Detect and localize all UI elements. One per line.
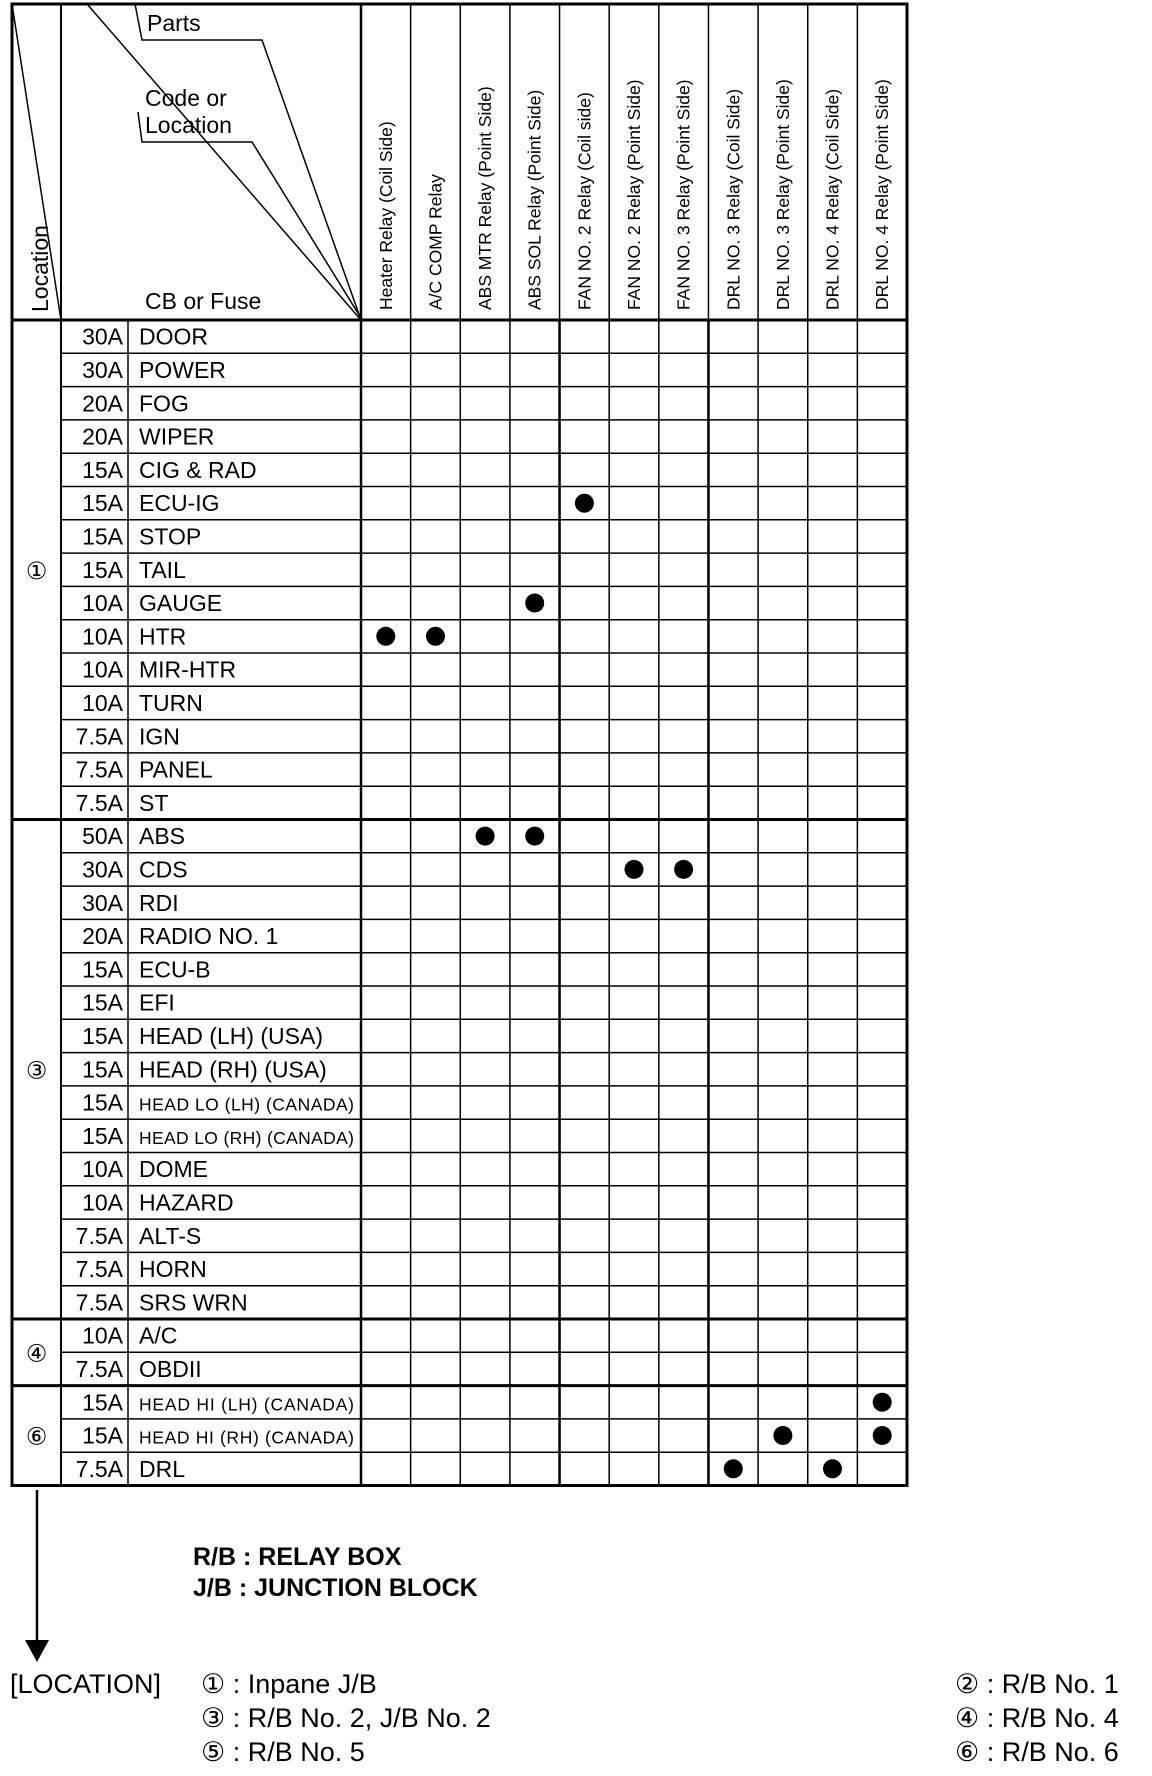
connection-dot [873, 1426, 892, 1445]
fuse-name: ALT-S [139, 1222, 202, 1249]
fuse-name: IGN [139, 723, 180, 750]
connection-dot [525, 827, 544, 846]
fuse-name: HEAD (LH) (USA) [139, 1022, 324, 1049]
fuse-name: HORN [139, 1256, 207, 1283]
fuse-amperage: 15A [82, 1056, 123, 1083]
relay-column-header: DRL NO. 4 Relay (Coil Side) [822, 88, 843, 310]
location-group-marker: ⑥ [25, 1422, 48, 1451]
relay-column-header: A/C COMP Relay [425, 174, 446, 310]
fuse-amperage: 15A [82, 956, 123, 983]
fuse-name: HEAD (RH) (USA) [139, 1056, 327, 1083]
relay-column-header: FAN NO. 3 Relay (Point Side) [673, 79, 694, 310]
connection-dot [525, 594, 544, 613]
fuse-name: DOOR [139, 323, 208, 350]
location-group-marker: ① [25, 556, 48, 585]
fuse-amperage: 7.5A [75, 1222, 123, 1249]
fuse-amperage: 15A [82, 490, 123, 517]
fuse-name: HEAD HI (LH) (CANADA) [139, 1394, 354, 1415]
relay-column-header: FAN NO. 2 Relay (Point Side) [624, 79, 644, 310]
fuse-amperage: 7.5A [75, 1355, 123, 1382]
fuse-amperage: 10A [82, 1156, 123, 1183]
fuse-amperage: 7.5A [75, 756, 123, 783]
fuse-amperage: 15A [82, 1089, 123, 1116]
connection-dot [823, 1459, 842, 1478]
relay-column-header: DRL NO. 4 Relay (Point Side) [872, 79, 893, 310]
location-group-marker: ④ [25, 1339, 48, 1368]
fuse-amperage: 20A [82, 390, 123, 417]
fuse-amperage: 10A [82, 689, 123, 716]
fuse-amperage: 10A [82, 1322, 123, 1349]
fuse-name: FOG [139, 390, 189, 417]
connection-dot [426, 627, 445, 646]
fuse-amperage: 30A [82, 323, 123, 350]
fuse-amperage: 7.5A [75, 1455, 123, 1482]
connection-dot [873, 1393, 892, 1412]
relay-box-abbreviation: R/B : RELAY BOX [193, 1543, 402, 1571]
fuse-amperage: 15A [82, 1422, 123, 1449]
relay-column-header: DRL NO. 3 Relay (Coil Side) [723, 88, 744, 310]
fuse-name: TURN [139, 689, 203, 716]
fuse-name: STOP [139, 523, 202, 550]
location-5-legend: ⑤ : R/B No. 5 [201, 1737, 365, 1767]
fuse-amperage: 15A [82, 456, 123, 483]
fuse-amperage: 15A [82, 1122, 123, 1149]
fuse-amperage: 10A [82, 656, 123, 683]
relay-column-header: ABS SOL Relay (Point Side) [524, 89, 545, 310]
fuse-amperage: 30A [82, 356, 123, 383]
location-legend-title: [LOCATION] [10, 1669, 162, 1699]
fuse-amperage: 30A [82, 856, 123, 883]
connection-dot [625, 860, 644, 879]
relay-column-header: DRL NO. 3 Relay (Point Side) [772, 79, 793, 310]
code-or-location-label-2: Location [145, 112, 232, 138]
fuse-name: TAIL [139, 556, 186, 583]
location-header-label: Location [27, 225, 53, 312]
fuse-name: HAZARD [139, 1189, 234, 1216]
fuse-name: OBDII [139, 1355, 202, 1382]
fuse-amperage: 15A [82, 1389, 123, 1416]
fuse-name: RDI [139, 889, 179, 916]
fuse-amperage: 10A [82, 1189, 123, 1216]
connection-dot [476, 827, 495, 846]
fuse-name: WIPER [139, 423, 215, 450]
fuse-name: ABS [139, 823, 186, 850]
relay-column-header: ABS MTR Relay (Point Side) [475, 86, 496, 310]
relay-column-header: FAN NO. 2 Relay (Coil side) [574, 92, 595, 310]
fuse-name: ST [139, 789, 169, 816]
fuse-name: HTR [139, 623, 187, 650]
connection-dot [674, 860, 693, 879]
fuse-amperage: 10A [82, 623, 123, 650]
fuse-name: MIR-HTR [139, 656, 237, 683]
relay-column-header: Heater Relay (Coil Side) [375, 121, 396, 310]
fuse-name: POWER [139, 356, 226, 383]
fuse-name: RADIO NO. 1 [139, 923, 279, 950]
fuse-amperage: 7.5A [75, 1289, 123, 1316]
fuse-name: DRL [139, 1455, 186, 1482]
location-group-marker: ③ [25, 1056, 48, 1085]
connection-dot [376, 627, 395, 646]
fuse-amperage: 50A [82, 823, 123, 850]
fuse-name: SRS WRN [139, 1289, 248, 1316]
fuse-amperage: 30A [82, 889, 123, 916]
fuse-name: HEAD HI (RH) (CANADA) [139, 1427, 354, 1448]
fuse-amperage: 15A [82, 523, 123, 550]
location-3-legend: ③ : R/B No. 2, J/B No. 2 [201, 1703, 491, 1733]
fuse-name: EFI [139, 989, 175, 1016]
junction-block-abbreviation: J/B : JUNCTION BLOCK [193, 1574, 478, 1602]
location-2-legend: ② : R/B No. 1 [955, 1669, 1119, 1699]
fuse-amperage: 7.5A [75, 789, 123, 816]
header-diagonal-line [87, 4, 361, 320]
code-or-location-label: Code or [145, 85, 227, 111]
location-1-legend: ① : Inpane J/B [201, 1669, 377, 1699]
fuse-amperage: 15A [82, 989, 123, 1016]
fuse-name: A/C [139, 1322, 178, 1349]
parts-label: Parts [147, 10, 201, 36]
location-4-legend: ④ : R/B No. 4 [955, 1703, 1119, 1733]
fuse-amperage: 7.5A [75, 723, 123, 750]
connection-dot [773, 1426, 792, 1445]
parts-pointer-line [135, 4, 361, 320]
fuse-name: ECU-IG [139, 490, 220, 517]
fuse-name: CDS [139, 856, 188, 883]
fuse-name: CIG & RAD [139, 456, 257, 483]
connection-dot [724, 1459, 743, 1478]
fuse-name: ECU-B [139, 956, 211, 983]
fuse-amperage: 15A [82, 556, 123, 583]
fuse-name: PANEL [139, 756, 213, 783]
fuse-amperage: 10A [82, 590, 123, 617]
fuse-name: GAUGE [139, 590, 223, 617]
fuse-amperage: 20A [82, 423, 123, 450]
fuse-amperage: 15A [82, 1022, 123, 1049]
location-arrow-head [25, 1640, 49, 1662]
fuse-amperage: 7.5A [75, 1256, 123, 1283]
location-6-legend: ⑥ : R/B No. 6 [955, 1737, 1119, 1767]
fuse-name: HEAD LO (LH) (CANADA) [139, 1094, 354, 1115]
connection-dot [575, 494, 594, 513]
cb-or-fuse-label: CB or Fuse [145, 288, 262, 314]
fuse-name: HEAD LO (RH) (CANADA) [139, 1127, 354, 1148]
fuse-name: DOME [139, 1156, 208, 1183]
fuse-amperage: 20A [82, 923, 123, 950]
